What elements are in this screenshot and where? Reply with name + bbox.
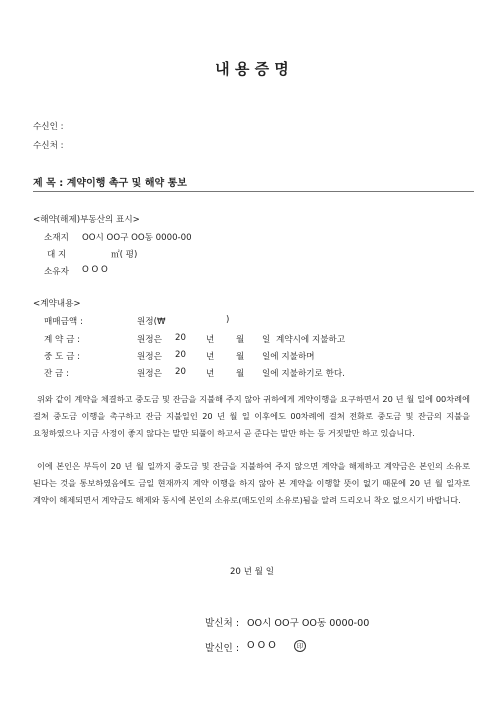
contract-row-amount: 원정은 bbox=[137, 369, 162, 379]
contract-row-m: 월 bbox=[236, 369, 245, 379]
document-title: 내 용 증 명 bbox=[215, 60, 289, 78]
contract-row-note: 일에 지불하며 bbox=[262, 352, 315, 362]
recipient-name-label: 수신인 : bbox=[33, 122, 64, 132]
contract-row-year: 20 bbox=[175, 367, 186, 377]
location-label: 소재지 bbox=[44, 233, 69, 243]
contract-row-note: 일에 지불하기로 한다. bbox=[262, 369, 345, 379]
contract-row-note: 계약시에 지불하고 bbox=[276, 335, 346, 345]
contract-row-label: 중 도 금 : bbox=[44, 352, 80, 362]
seal-mark bbox=[288, 640, 306, 652]
body-paragraph-2: 이에 본인은 부득이 20 년 월 일까지 중도금 및 잔금을 지불하여 주지 않으면 계약을 해제하고 계약금은 본인의 소유로 된다는 것을 통보하였음에도 금일 현재까지 계약 이행을 하지 않아 본 계약을 이행할 뜻이 없기 때문에 20 년 월 일자로 계약이 해제되면서 계약금도 해제와 동시에 본인의 소유로(매도인의 소유로)됨을 알려 드리오니 착오 없으시기 바랍니다. bbox=[33, 461, 470, 505]
contract-row-y: 년 bbox=[206, 352, 215, 362]
land-label: 대 지 bbox=[47, 250, 67, 260]
subject-line: 제 목 : 계약이행 촉구 및 해약 통보 bbox=[33, 178, 187, 189]
contract-row-label: 계 약 금 : bbox=[44, 335, 80, 345]
contract-row-y: 년 bbox=[206, 369, 215, 379]
subject-divider bbox=[33, 191, 474, 192]
contract-heading: <계약내용> bbox=[33, 299, 81, 309]
contract-row-m: 월 bbox=[236, 335, 245, 345]
contract-row-amount: 원정은 bbox=[137, 335, 162, 345]
contract-row-y: 년 bbox=[206, 335, 215, 345]
land-value: ㎡( 평) bbox=[111, 250, 138, 260]
location-value: OO시 OO구 OO동 0000-00 bbox=[82, 233, 192, 243]
sender-name-value: O O O bbox=[247, 640, 276, 651]
contract-row-label: 잔 금 : bbox=[44, 369, 69, 379]
recipient-address-label: 수신처 : bbox=[33, 141, 64, 151]
contract-row-amount: 원정(₩ bbox=[137, 317, 166, 327]
property-heading: <해약(해제)부동산의 표시> bbox=[33, 215, 140, 225]
contract-row-year: 20 bbox=[175, 333, 186, 343]
contract-row-m: 월 bbox=[236, 352, 245, 362]
owner-value: O O O bbox=[82, 265, 108, 275]
sender-address-value: OO시 OO구 OO동 0000-00 bbox=[247, 618, 370, 629]
body-paragraph-1: 위와 같이 계약을 체결하고 중도금 및 잔금을 지불해 주지 않아 귀하에게 계약이행을 요구하면서 20 년 월 일에 00차례에 걸쳐 중도금 이행을 촉구하고 잔금 지불일인 20 년 월 일 이후에도 00차례에 걸쳐 전화로 중도금 및 잔금의 지불을 요청하였으나 지금 사정이 좋지 않다는 말만 되풀이 하고서 곧 준다는 말만 하는 등 거짓말만 하고 있습니다. bbox=[33, 394, 470, 438]
contract-row-amount: 원정은 bbox=[137, 352, 162, 362]
contract-row-year: 20 bbox=[175, 350, 186, 360]
owner-label: 소유자 bbox=[44, 267, 69, 277]
seal-icon: 印 bbox=[294, 640, 306, 652]
contract-row-close: ) bbox=[226, 315, 230, 325]
sender-address-label: 발신처 : bbox=[205, 618, 240, 629]
sender-name-label: 발신인 : bbox=[205, 643, 240, 654]
date-line: 20 년 월 일 bbox=[229, 567, 275, 577]
contract-row-label: 매매금액 : bbox=[44, 317, 83, 327]
contract-row-d: 일 bbox=[262, 335, 271, 345]
